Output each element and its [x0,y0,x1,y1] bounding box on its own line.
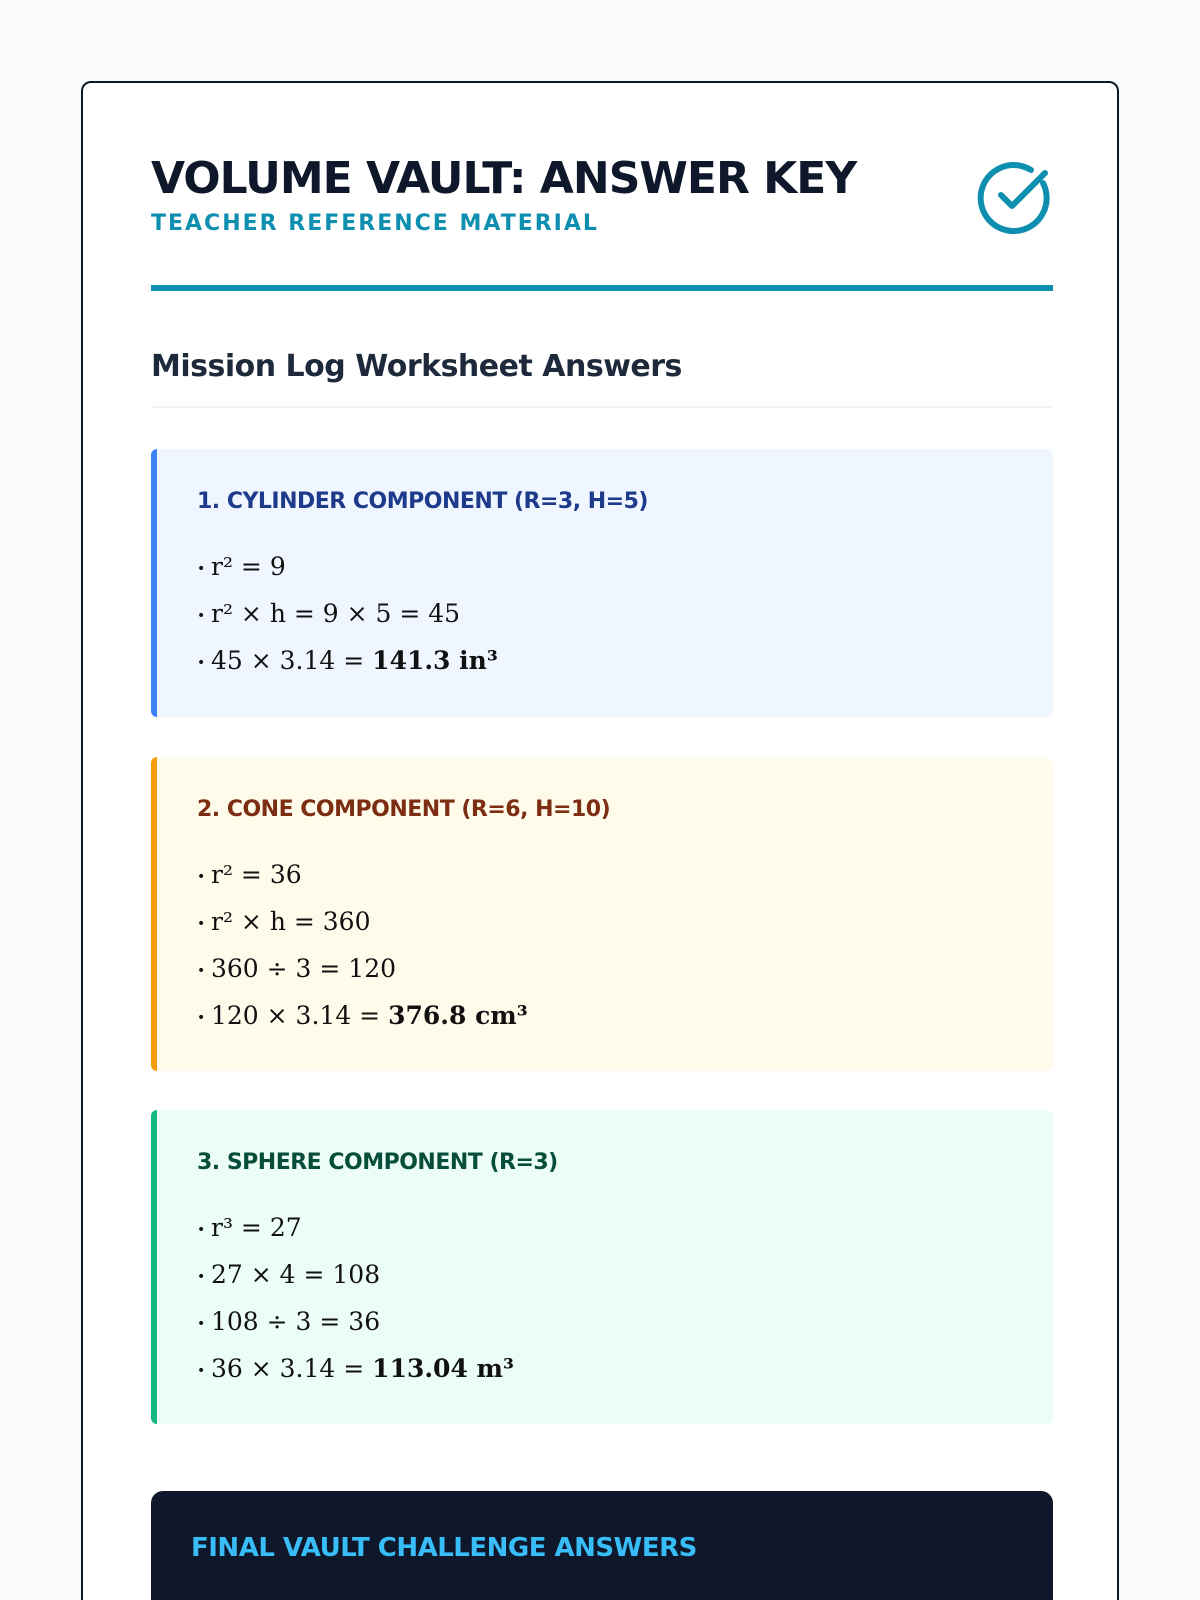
bullet: • [197,1010,206,1026]
cylinder-step-3 [197,637,498,684]
cone-answer-box [151,757,1053,1071]
sphere-step-1 [197,1204,514,1251]
cylinder-title: 1. CYLINDER COMPONENT (R=3, H=5) [197,489,648,514]
header-divider [151,285,1053,291]
step-text: 120 × 3.14 = [211,1001,389,1030]
sphere-step-4 [197,1345,514,1392]
cone-steps [197,851,528,1039]
cylinder-step-2 [197,590,498,637]
sphere-step-2 [197,1251,514,1298]
step-text: r² × h = 360 [211,907,371,936]
page-subtitle: TEACHER REFERENCE MATERIAL [151,211,599,236]
bullet: • [197,869,206,885]
step-text: r³ = 27 [211,1213,302,1242]
step-text: 27 × 4 = 108 [211,1260,381,1289]
step-text: 36 × 3.14 = [211,1354,373,1383]
sphere-final-answer: 113.04 m³ [372,1354,514,1383]
section-divider [151,406,1053,408]
bullet: • [197,1363,206,1379]
check-circle-icon [977,159,1053,235]
step-text: r² = 9 [211,552,286,581]
cylinder-final-answer: 141.3 in³ [372,646,498,675]
cylinder-answer-box [151,449,1053,717]
step-text: 108 ÷ 3 = 36 [211,1307,381,1336]
bullet: • [197,608,206,624]
cone-step-2 [197,898,528,945]
final-challenge-title: FINAL VAULT CHALLENGE ANSWERS [191,1533,697,1563]
section-heading: Mission Log Worksheet Answers [151,349,682,384]
step-text: r² × h = 9 × 5 = 45 [211,599,461,628]
bullet: • [197,1316,206,1332]
cylinder-step-1 [197,543,498,590]
cone-step-3 [197,945,528,992]
bullet: • [197,1222,206,1238]
header [151,151,1053,283]
page-title: VOLUME VAULT: ANSWER KEY [151,153,857,204]
cone-final-answer: 376.8 cm³ [388,1001,528,1030]
cone-title: 2. CONE COMPONENT (R=6, H=10) [197,797,611,822]
final-challenge-box [151,1491,1053,1600]
sphere-title: 3. SPHERE COMPONENT (R=3) [197,1150,558,1175]
sphere-steps [197,1204,514,1392]
step-text: 45 × 3.14 = [211,646,373,675]
sphere-answer-box [151,1110,1053,1424]
bullet: • [197,1269,206,1285]
cone-step-4 [197,992,528,1039]
answer-key-card [81,81,1119,1600]
sphere-step-3 [197,1298,514,1345]
bullet: • [197,655,206,671]
bullet: • [197,963,206,979]
cylinder-steps [197,543,498,684]
bullet: • [197,561,206,577]
step-text: r² = 36 [211,860,302,889]
bullet: • [197,916,206,932]
cone-step-1 [197,851,528,898]
step-text: 360 ÷ 3 = 120 [211,954,397,983]
